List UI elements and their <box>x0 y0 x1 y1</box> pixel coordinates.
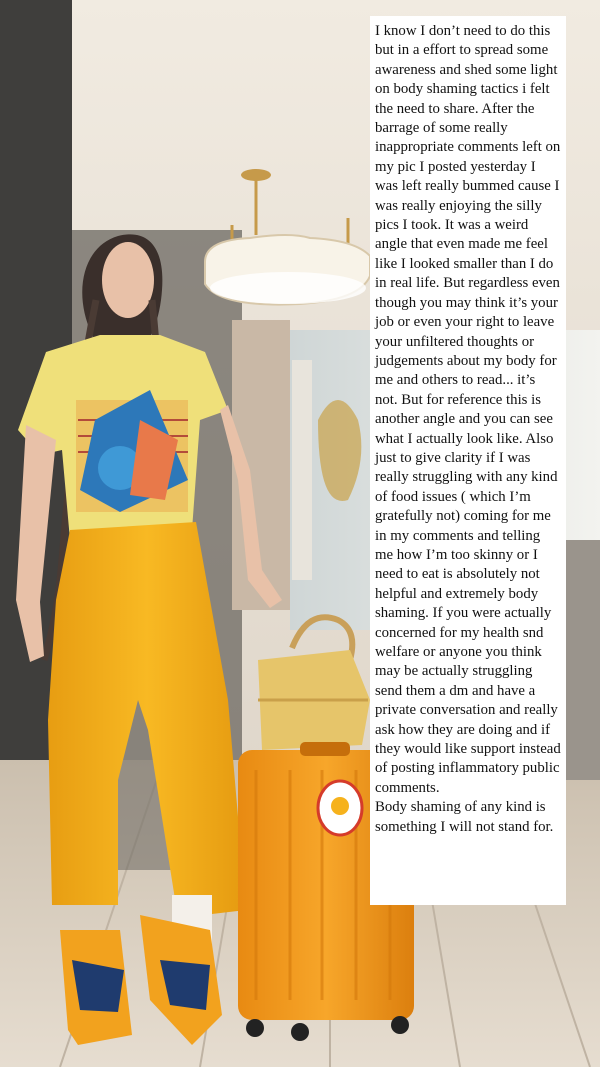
story-caption-text: I know I don’t need to do this but in a effort to spread some awareness and shed some light on body shaming tactics i felt the need to share. After the barrage of some really inappropriate comments left on my pic I posted yesterday I was left really bummed cause I was really enjoying the silly pics I took. It was a weird angle that even made me feel like I looked smaller than I do in real life. But regardless even though you may think it’s your job or even your right to leave your unfiltered thoughts or judgements about my body for me and others to read... it’s not. But for reference this is another angle and you can see what I actually look like. Also just to give clarity if I was really struggling with any kind of food issues ( which I’m gratefully not) coming for me in my comments and telling me how I’m too skinny or I need to eat is absolutely not helpful and extremely body shaming. If you were actually concerned for my health snd welfare or anyone you think may be actually struggling send them a dm and have a private conversation and really ask how they are doing and if they would like support instead of posting inflammatory public comments. Body shaming of any kind is something I will not stand for. <box>375 23 561 835</box>
tshirt-print <box>76 390 188 512</box>
story-text-box <box>370 16 566 905</box>
face <box>102 242 154 318</box>
chair <box>560 540 600 780</box>
